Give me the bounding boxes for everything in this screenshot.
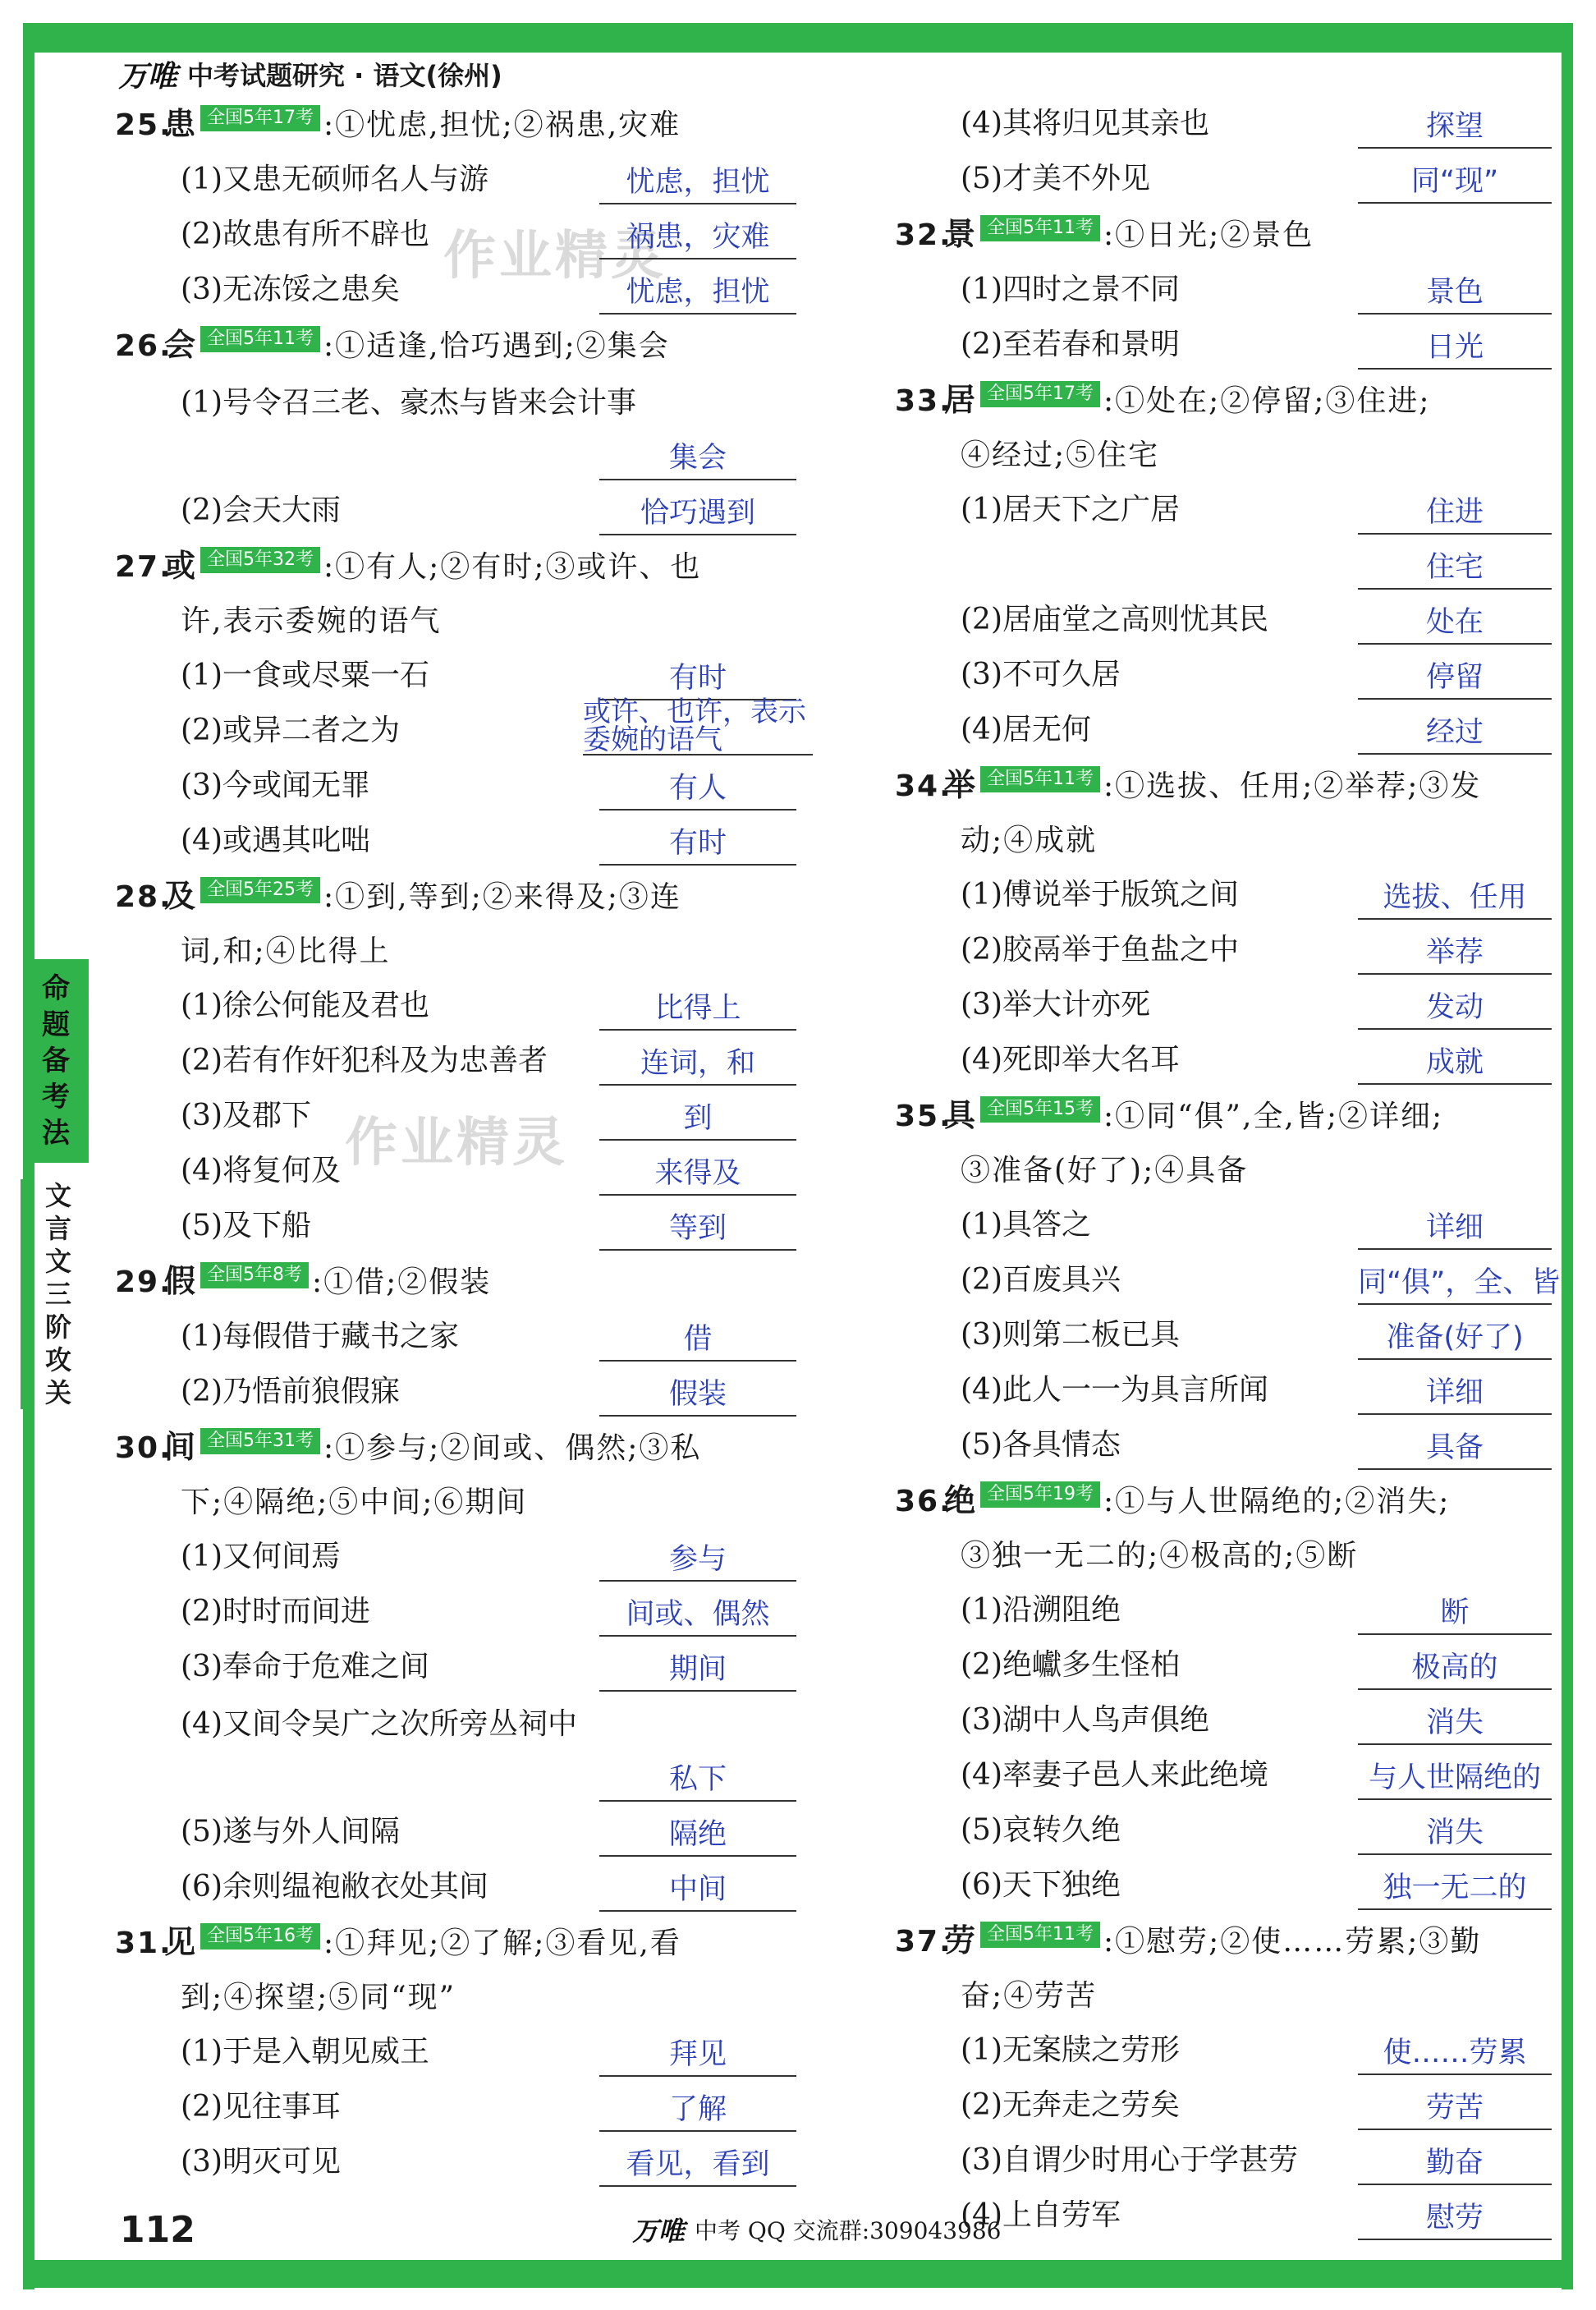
example-row: [115, 759, 796, 814]
answer-blank: 有人: [599, 768, 796, 811]
example-row: [115, 1695, 796, 1805]
example-sentence: (2)乃悟前狼假寐: [181, 1375, 400, 1408]
example-row: [895, 703, 1552, 758]
exam-frequency-badge: 全国5年8考: [200, 1262, 309, 1288]
example-sentence: (5)及下船: [181, 1209, 311, 1242]
entry-meanings-cont: 奋;④劳苦: [961, 1979, 1098, 2013]
example-row: [895, 923, 1552, 978]
answer-blank: 比得上: [599, 988, 796, 1031]
section-tab: [23, 959, 89, 1163]
answer-blank: 间或、偶然: [599, 1594, 796, 1637]
example-row: [895, 483, 1552, 538]
entry-heading: [115, 1420, 796, 1476]
answer-blank: 同“现”: [1358, 161, 1552, 204]
answer-blank: 借: [599, 1319, 796, 1362]
entry-meanings: :①到,等到;②来得及;③连: [323, 880, 681, 914]
example-row: [115, 208, 796, 263]
answer-blank: 有时: [599, 658, 796, 700]
brand-logo: 万唯: [118, 59, 178, 94]
example-sentence: (2)会天大雨: [181, 494, 341, 527]
example-sentence: (3)举大计亦死: [961, 988, 1150, 1022]
example-sentence: (4)此人一一为具言所闻: [961, 1373, 1268, 1407]
answer-blank: 独一无二的: [1358, 1867, 1552, 1910]
answer-blank: 或许、也许，表示委婉的语气: [583, 698, 813, 755]
entry-meanings: :①有人;②有时;③或许、也: [323, 550, 702, 584]
answer-blank: 消失: [1358, 1702, 1552, 1745]
page-header: [118, 54, 502, 94]
exam-frequency-badge: 全国5年11考: [980, 1922, 1100, 1948]
example-row: [115, 1144, 796, 1199]
subsection-tab: [21, 1179, 91, 1409]
frame-right: [1562, 23, 1573, 2289]
example-row: [895, 1693, 1552, 1748]
example-sentence: (2)百废具兴: [961, 1263, 1121, 1297]
example-row: [895, 1803, 1552, 1858]
entry-number: 36.: [895, 1485, 952, 1518]
example-sentence: (4)率妻子邑人来此绝境: [961, 1758, 1268, 1792]
example-row: [115, 1365, 796, 1420]
qq-group: 中考 QQ 交流群:309043986: [695, 2217, 1002, 2244]
entry-meanings-cont: 词,和;④比得上: [181, 935, 391, 968]
example-row: [895, 538, 1552, 593]
example-row: [895, 318, 1552, 373]
exam-frequency-badge: 全国5年17考: [980, 381, 1100, 407]
entry-meanings-cont: 动;④成就: [961, 824, 1098, 857]
answer-blank: 举荐: [1358, 932, 1552, 975]
exam-frequency-badge: 全国5年16考: [200, 1923, 320, 1949]
answer-blank: 祸患，灾难: [599, 217, 796, 259]
example-row: [115, 1860, 796, 1915]
exam-frequency-badge: 全国5年11考: [200, 326, 320, 352]
example-sentence: (1)四时之景不同: [961, 273, 1180, 306]
entry-number: 35.: [895, 1100, 952, 1133]
answer-blank: 假装: [599, 1374, 796, 1417]
example-sentence: (2)时时而间进: [181, 1595, 370, 1628]
example-sentence: (5)遂与外人间隔: [181, 1815, 400, 1848]
example-sentence: (3)奉命于危难之间: [181, 1650, 429, 1683]
answer-blank: 等到: [599, 1208, 796, 1251]
example-sentence: (1)傅说举于版筑之间: [961, 878, 1239, 912]
exam-frequency-badge: 全国5年31考: [200, 1428, 320, 1454]
example-sentence: (2)故患有所不辟也: [181, 218, 429, 251]
example-sentence: (1)沿溯阻绝: [961, 1593, 1121, 1627]
example-row: [895, 1363, 1552, 1418]
entry-meanings-cont: ③准备(好了);④具备: [961, 1154, 1249, 1187]
example-sentence: (6)天下独绝: [961, 1868, 1121, 1902]
example-row: [895, 1308, 1552, 1363]
entry-heading: [115, 318, 796, 374]
example-sentence: (1)又患无硕师名人与游: [181, 163, 488, 196]
entry-meanings: :①参与;②间或、偶然;③私: [323, 1431, 702, 1465]
example-sentence: (2)至若春和景明: [961, 328, 1180, 361]
answer-blank: 连词，和: [599, 1043, 796, 1086]
watermark: 作业精灵: [443, 226, 667, 287]
entry-meanings-cont: 到;④探望;⑤同“现”: [181, 1981, 456, 2014]
answer-blank: 同“俱”，全、皆: [1358, 1262, 1552, 1305]
entry-word: 居: [944, 381, 978, 418]
answer-blank: 使……劳累: [1358, 2032, 1552, 2075]
exam-frequency-badge: 全国5年17考: [200, 105, 320, 131]
entry-meanings-cont: 下;④隔绝;⑤中间;⑥期间: [181, 1486, 528, 1519]
example-sentence: (2)或异二者之为: [181, 714, 400, 747]
answer-blank: 成就: [1358, 1042, 1552, 1085]
answer-blank: 极高的: [1358, 1647, 1552, 1690]
entry-meanings: :①日光;②景色: [1103, 218, 1314, 252]
entry-heading: [895, 207, 1552, 263]
entry-number: 32.: [895, 218, 952, 252]
example-sentence: (1)徐公何能及君也: [181, 989, 429, 1022]
footer-brand-logo: 万唯: [632, 2216, 686, 2247]
example-row: [115, 2080, 796, 2135]
example-row: [115, 484, 796, 539]
answer-blank: 景色: [1358, 272, 1552, 315]
example-row: [895, 1748, 1552, 1803]
entry-heading: [115, 1915, 796, 1971]
example-sentence: (6)余则缊袍敝衣处其间: [181, 1870, 488, 1904]
example-sentence: (1)号令召三老、豪杰与皆来会计事: [181, 386, 636, 420]
example-row: [895, 1253, 1561, 1308]
answer-blank: 期间: [599, 1649, 796, 1692]
example-sentence: (1)无案牍之劳形: [961, 2033, 1180, 2067]
entry-number: 37.: [895, 1925, 952, 1959]
example-row: [115, 1805, 796, 1860]
answer-blank: 具备: [1358, 1427, 1552, 1470]
entry-number: 28.: [115, 880, 172, 914]
example-row: [115, 374, 796, 484]
exam-frequency-badge: 全国5年19考: [980, 1481, 1100, 1508]
answer-blank: 断: [1358, 1592, 1552, 1635]
answer-blank: 来得及: [599, 1153, 796, 1196]
answer-blank: 中间: [599, 1869, 796, 1912]
entry-heading: [895, 373, 1552, 429]
frame-bottom: [23, 2260, 1573, 2288]
example-sentence: (5)各具情态: [961, 1428, 1121, 1462]
exam-frequency-badge: 全国5年32考: [200, 547, 320, 573]
example-row: [895, 2133, 1552, 2188]
example-row: [895, 97, 1552, 152]
example-row: [115, 1310, 796, 1365]
entry-number: 27.: [115, 550, 172, 584]
entry-word: 间: [164, 1428, 198, 1465]
answer-blank: 忧虑，担忧: [599, 272, 796, 315]
entry-number: 34.: [895, 769, 952, 803]
example-sentence: (3)今或闻无罪: [181, 769, 370, 802]
example-row: [895, 1033, 1552, 1088]
example-sentence: (3)及郡下: [181, 1099, 311, 1132]
entry-number: 30.: [115, 1431, 172, 1465]
answer-blank: 消失: [1358, 1812, 1552, 1855]
example-sentence: (2)绝巘多生怪柏: [961, 1648, 1180, 1682]
answer-blank: 参与: [599, 1539, 796, 1582]
answer-blank: 经过: [1358, 712, 1552, 755]
example-sentence: (2)胶鬲举于鱼盐之中: [961, 933, 1239, 967]
example-sentence: (4)居无何: [961, 713, 1091, 746]
answer-blank: 处在: [1358, 602, 1552, 645]
example-sentence: (4)上自劳军: [961, 2198, 1121, 2232]
example-sentence: (3)无冻馁之患矣: [181, 273, 400, 306]
entry-meanings: :①借;②假装: [312, 1265, 492, 1299]
entry-meanings-cont: 许,表示委婉的语气: [181, 604, 442, 638]
entry-number: 29.: [115, 1265, 172, 1299]
entry-meanings-cont: ④经过;⑤住宅: [961, 439, 1160, 472]
answer-blank: 拜见: [599, 2034, 796, 2077]
entry-word: 会: [164, 326, 198, 363]
example-sentence: (4)其将归见其亲也: [961, 107, 1209, 140]
entry-heading: [115, 1254, 796, 1310]
answer-blank: 恰巧遇到: [599, 493, 796, 535]
example-sentence: (5)哀转久绝: [961, 1813, 1121, 1847]
example-sentence: (2)居庙堂之高则忧其民: [961, 603, 1268, 636]
example-row: [895, 648, 1552, 703]
answer-blank: 详细: [1358, 1207, 1552, 1250]
header-title: 中考试题研究 · 语文(徐州): [187, 60, 502, 91]
example-row: [895, 1418, 1552, 1473]
entry-meanings: :①与人世隔绝的;②消失;: [1103, 1485, 1451, 1518]
example-sentence: (5)才美不外见: [961, 162, 1150, 195]
entry-meanings-cont: ③独一无二的;④极高的;⑤断: [961, 1539, 1359, 1573]
entry-word: 患: [164, 105, 198, 142]
left-column: [115, 97, 806, 2190]
example-row: [895, 1858, 1552, 1913]
entry-word: 假: [164, 1262, 198, 1299]
exam-frequency-badge: 全国5年11考: [980, 215, 1100, 241]
example-row: [115, 1199, 796, 1254]
answer-blank: 慰劳: [1358, 2197, 1552, 2240]
exam-frequency-badge: 全国5年15考: [980, 1096, 1100, 1123]
answer-blank: 集会: [599, 438, 796, 480]
entry-heading: [895, 1473, 1552, 1529]
answer-blank: 勤奋: [1358, 2142, 1552, 2185]
exam-frequency-badge: 全国5年11考: [980, 766, 1100, 792]
entry-meanings: :①拜见;②了解;③看见,看: [323, 1927, 681, 1960]
entry-heading: [895, 1088, 1552, 1144]
subsection-label: 文言文三阶攻关: [45, 1180, 72, 1408]
example-row: [115, 1530, 796, 1585]
answer-blank: 住进: [1358, 492, 1552, 535]
entry-heading: [115, 539, 796, 595]
example-sentence: (1)于是入朝见威王: [181, 2035, 429, 2069]
entry-number: 31.: [115, 1927, 172, 1960]
answer-blank: 私下: [599, 1759, 796, 1802]
answer-blank: 探望: [1358, 106, 1552, 149]
answer-blank: 看见，看到: [599, 2144, 796, 2187]
right-column: [895, 97, 1561, 2243]
section-label: 命题备考法: [42, 972, 70, 1150]
example-row: [115, 696, 806, 759]
example-row: [115, 1585, 796, 1640]
example-row: [895, 2023, 1552, 2078]
example-sentence: (1)每假借于藏书之家: [181, 1320, 459, 1353]
example-sentence: (1)具答之: [961, 1208, 1091, 1242]
example-row: [115, 1640, 796, 1695]
entry-word: 举: [944, 766, 978, 803]
entry-meanings: :①忧虑,担忧;②祸患,灾难: [323, 108, 681, 142]
example-row: [895, 152, 1552, 207]
example-sentence: (1)居天下之广居: [961, 493, 1180, 526]
example-row: [115, 153, 796, 208]
example-sentence: (3)不可久居: [961, 658, 1121, 691]
answer-blank: 忧虑，担忧: [599, 162, 796, 204]
example-row: [895, 263, 1552, 318]
answer-blank: 到: [599, 1098, 796, 1141]
entry-heading: [895, 758, 1552, 814]
example-sentence: (4)将复何及: [181, 1154, 341, 1187]
answer-blank: 选拔、任用: [1358, 877, 1552, 920]
entry-meanings: :①慰劳;②使……劳累;③勤: [1103, 1925, 1482, 1959]
entry-heading: [895, 1913, 1552, 1969]
frame-top: [23, 23, 1573, 53]
entry-number: 33.: [895, 384, 952, 418]
entry-heading: [115, 869, 796, 925]
entry-word: 及: [164, 877, 198, 914]
example-sentence: (1)一食或尽粟一石: [181, 659, 429, 692]
example-sentence: (3)湖中人鸟声俱绝: [961, 1703, 1209, 1737]
entry-meanings: :①处在;②停留;③住进;: [1103, 384, 1431, 418]
answer-blank: 住宅: [1358, 547, 1552, 590]
example-row: [115, 814, 796, 869]
example-row: [895, 1198, 1552, 1253]
example-row: [895, 1638, 1552, 1693]
answer-blank: 劳苦: [1358, 2087, 1552, 2130]
answer-blank: 停留: [1358, 657, 1552, 700]
answer-blank: 了解: [599, 2089, 796, 2132]
example-sentence: (3)自谓少时用心于学甚劳: [961, 2143, 1298, 2177]
watermark: 作业精灵: [345, 1113, 568, 1173]
entry-word: 或: [164, 547, 198, 584]
exam-frequency-badge: 全国5年25考: [200, 877, 320, 903]
example-sentence: (2)见往事耳: [181, 2090, 341, 2124]
answer-blank: 与人世隔绝的: [1358, 1757, 1552, 1800]
answer-blank: 有时: [599, 823, 796, 866]
entry-word: 景: [944, 215, 978, 252]
example-row: [115, 1034, 796, 1089]
entry-word: 具: [944, 1096, 978, 1133]
example-sentence: (4)死即举大名耳: [961, 1043, 1180, 1077]
example-row: [115, 2135, 796, 2190]
entry-word: 劳: [944, 1922, 978, 1959]
example-row: [895, 2078, 1552, 2133]
example-row: [115, 1089, 796, 1144]
example-sentence: (4)又间令吴广之次所旁丛祠中: [181, 1707, 577, 1741]
example-sentence: (1)又何间焉: [181, 1540, 341, 1573]
entry-meanings: :①选拔、任用;②举荐;③发: [1103, 769, 1482, 803]
answer-blank: 日光: [1358, 327, 1552, 370]
entry-word: 绝: [944, 1481, 978, 1518]
example-sentence: (2)无奔走之劳矣: [961, 2088, 1180, 2122]
example-sentence: (2)若有作奸犯科及为忠善者: [181, 1044, 548, 1077]
answer-blank: 详细: [1358, 1372, 1552, 1415]
example-sentence: (3)则第二板已具: [961, 1318, 1180, 1352]
example-row: [895, 868, 1552, 923]
entry-word: 见: [164, 1923, 198, 1960]
example-row: [115, 2025, 796, 2080]
example-row: [115, 263, 796, 318]
side-tab: [23, 959, 89, 1409]
page-number: 112: [120, 2208, 195, 2251]
example-row: [895, 1583, 1552, 1638]
entry-heading: [115, 97, 796, 153]
example-sentence: (3)明灭可见: [181, 2145, 341, 2179]
entry-meanings: :①同“俱”,全,皆;②详细;: [1103, 1100, 1444, 1133]
footer-info: [632, 2209, 1002, 2250]
example-row: [895, 593, 1552, 648]
example-row: [895, 978, 1552, 1033]
answer-blank: 准备(好了): [1358, 1317, 1552, 1360]
answer-blank: 隔绝: [599, 1814, 796, 1857]
entry-meanings: :①适逢,恰巧遇到;②集会: [323, 329, 670, 363]
entry-number: 25.: [115, 108, 172, 142]
example-sentence: (4)或遇其叱咄: [181, 824, 370, 857]
entry-number: 26.: [115, 329, 172, 363]
example-row: [115, 979, 796, 1034]
answer-blank: 发动: [1358, 987, 1552, 1030]
